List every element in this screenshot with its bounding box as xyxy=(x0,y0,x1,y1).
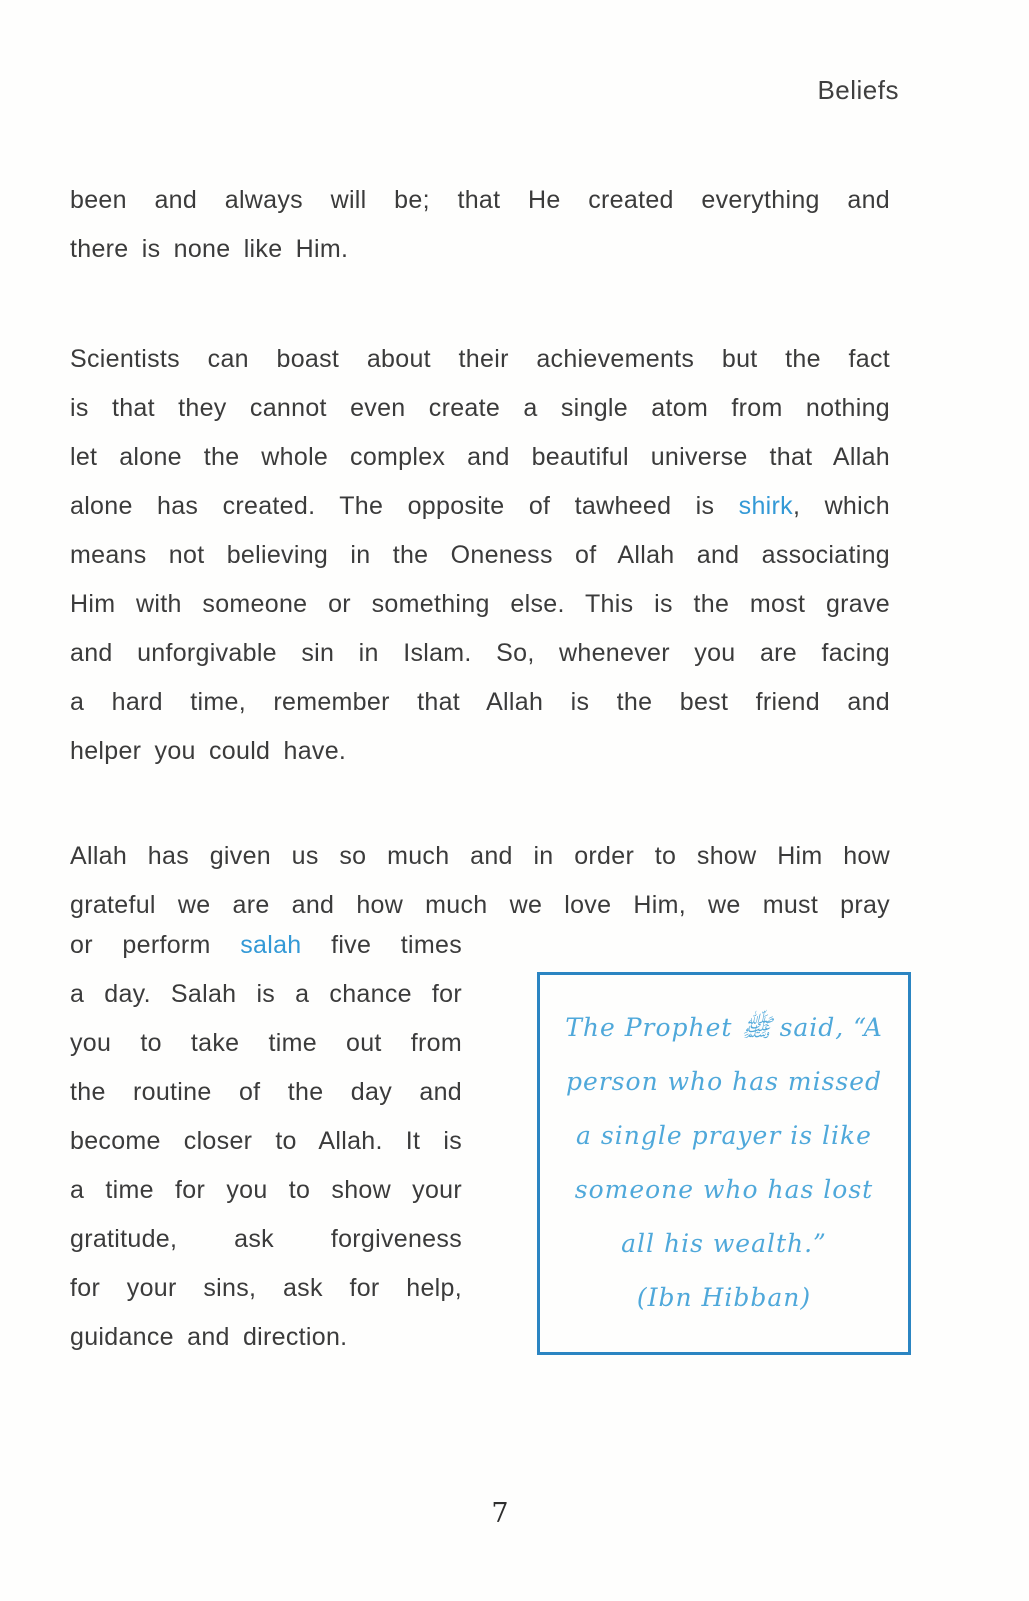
text-line: a day. Salah is a chance for xyxy=(70,980,462,1008)
paragraph-1 xyxy=(70,176,890,274)
text-line: a time for you to show your xyxy=(70,1176,462,1204)
quote-line: person who has missed xyxy=(565,1067,883,1096)
text-segment: five times xyxy=(301,931,462,959)
text-line: and unforgivable sin in Islam. So, whenever you are facing xyxy=(70,639,890,667)
text-segment: alone has created. The opposite of tawheed is xyxy=(70,492,739,520)
paragraph-3-wrapped-column xyxy=(70,921,462,1362)
text-line: guidance and direction. xyxy=(70,1323,348,1351)
text-line: become closer to Allah. It is xyxy=(70,1127,462,1155)
text-line: Allah has given us so much and in order to show Him how xyxy=(70,842,890,870)
text-segment: or perform xyxy=(70,931,241,959)
page-number: 7 xyxy=(491,1498,509,1529)
text-line: for your sins, ask for help, xyxy=(70,1274,462,1302)
text-line: been and always will be; that He created everything and xyxy=(70,186,890,214)
text-line: there is none like Him. xyxy=(70,235,349,263)
text-line: you to take time out from xyxy=(70,1029,462,1057)
text-line: let alone the whole complex and beautiful universe that Allah xyxy=(70,443,890,471)
text-line: Scientists can boast about their achievements but the fact xyxy=(70,345,890,373)
text-line: grateful we are and how much we love Him, we must pray xyxy=(70,891,890,919)
text-segment: , which xyxy=(792,492,890,520)
text-line-with-term xyxy=(70,482,890,531)
text-line: a hard time, remember that Allah is the best friend and xyxy=(70,688,890,716)
quote-line: a single prayer is like xyxy=(576,1121,872,1150)
paragraph-2 xyxy=(70,335,890,776)
glossary-term-shirk: shirk xyxy=(738,492,793,520)
text-line: Him with someone or something else. This is the most grave xyxy=(70,590,890,618)
chapter-header: Beliefs xyxy=(817,75,899,105)
quote-line: someone who has lost xyxy=(574,1175,874,1204)
quote-line: The Prophet ﷺ said, “A xyxy=(565,1013,883,1042)
text-line-with-term xyxy=(70,921,462,970)
hadith-quote-box xyxy=(537,972,911,1355)
text-line: the routine of the day and xyxy=(70,1078,462,1106)
text-line: helper you could have. xyxy=(70,737,347,765)
quote-line: all his wealth.” xyxy=(621,1229,827,1258)
text-line: is that they cannot even create a single atom from nothing xyxy=(70,394,890,422)
text-line: gratitude, ask forgiveness xyxy=(70,1225,462,1253)
glossary-term-salah: salah xyxy=(240,931,302,959)
text-line: means not believing in the Oneness of Allah and associating xyxy=(70,541,890,569)
paragraph-3 xyxy=(70,832,890,930)
quote-source: (Ibn Hibban) xyxy=(636,1283,812,1312)
